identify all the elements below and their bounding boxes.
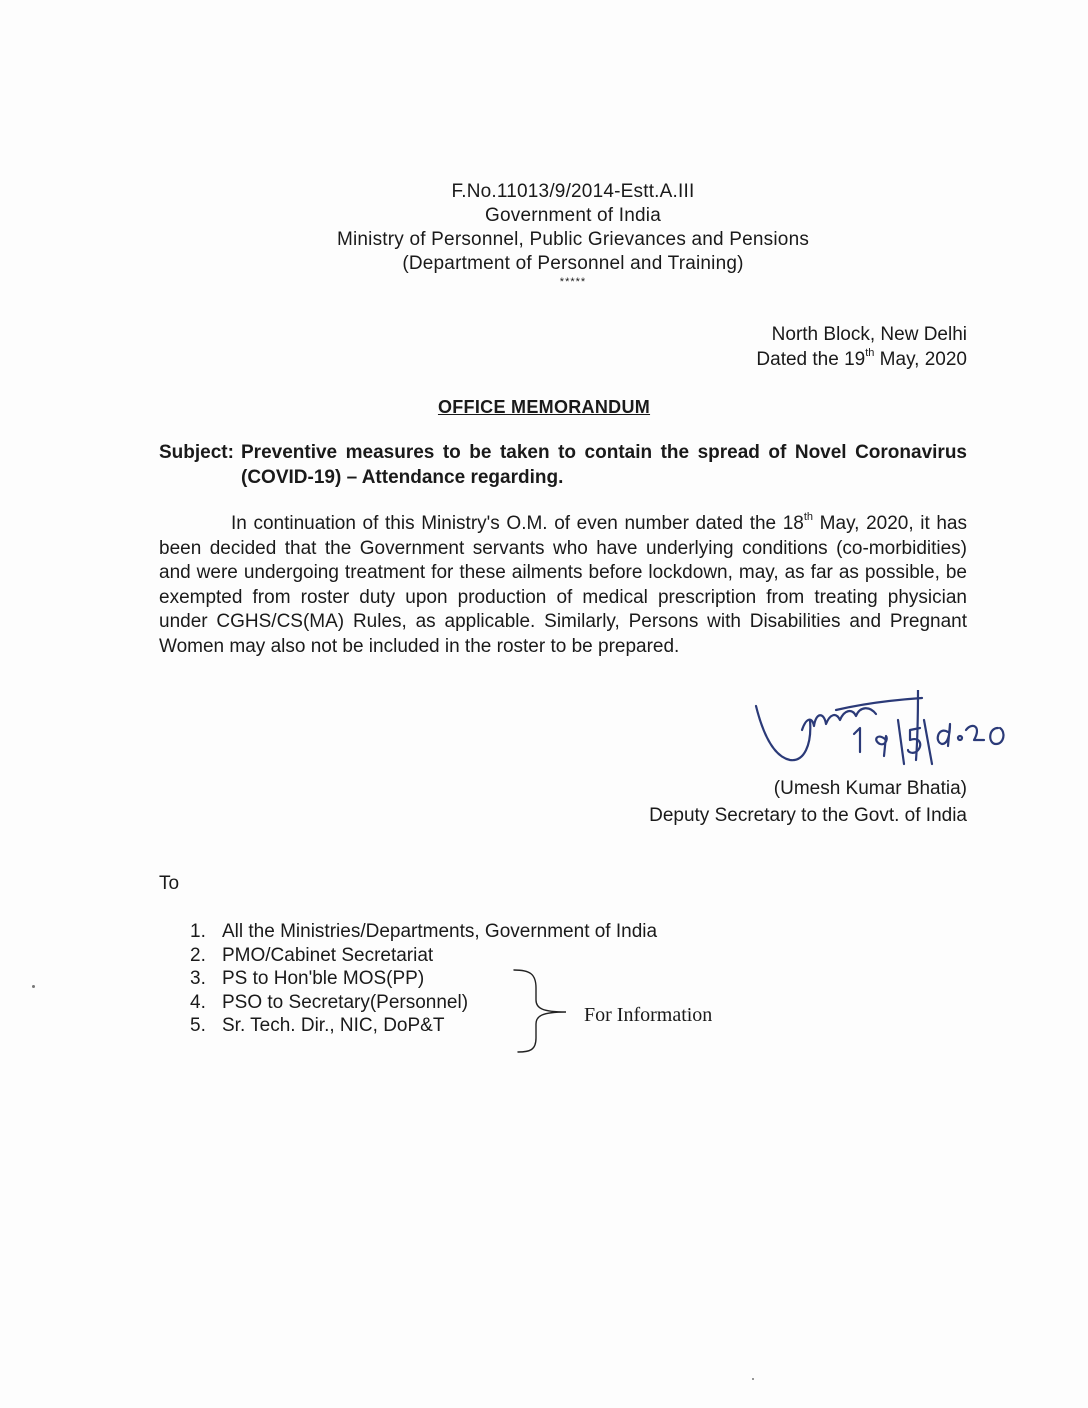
ministry-line: Ministry of Personnel, Public Grievances and Pensions xyxy=(336,229,810,250)
date-digit-0 xyxy=(990,728,1003,744)
letterhead xyxy=(300,180,846,288)
handwritten-signature xyxy=(752,690,1032,775)
date-digit-2a xyxy=(938,724,950,746)
date-digit-9 xyxy=(876,736,887,756)
date-suffix-sup: th xyxy=(865,346,875,359)
list-item-text: All the Ministries/Departments, Government of India xyxy=(222,921,658,942)
subject-label: Subject: xyxy=(159,442,234,463)
signature-stroke-2 xyxy=(802,708,876,730)
file-number: F.No.11013/9/2014-Estt.A.III xyxy=(451,181,695,202)
date-line xyxy=(756,347,967,372)
list-item-number: 1. xyxy=(190,921,206,942)
list-item xyxy=(190,944,657,968)
date-dot xyxy=(958,736,962,740)
signature-stroke-1 xyxy=(756,706,810,760)
place-date-block xyxy=(756,322,967,372)
signature-stroke-3 xyxy=(836,698,922,710)
separator-stars: ***** xyxy=(559,276,587,288)
list-item xyxy=(190,920,657,944)
department-line: (Department of Personnel and Training) xyxy=(402,253,744,274)
subject-text: Preventive measures to be taken to contain the spread of Novel Coronavirus (COVID-19) – Attendance regarding. xyxy=(241,442,967,488)
to-label: To xyxy=(159,873,180,894)
body-part-1: In continuation of this Ministry's O.M. of even number dated the 18 xyxy=(231,513,804,534)
signatory-designation: Deputy Secretary to the Govt. of India xyxy=(649,805,967,826)
list-item xyxy=(190,967,657,991)
right-brace-icon xyxy=(510,966,570,1056)
scan-speck xyxy=(752,1378,754,1380)
list-item-text: PMO/Cabinet Secretariat xyxy=(222,944,434,966)
for-information-stamp: For Information xyxy=(584,1004,713,1026)
signatory-name: (Umesh Kumar Bhatia) xyxy=(773,778,967,799)
body-sup: th xyxy=(803,510,814,523)
body-paragraph xyxy=(159,512,967,659)
list-item-number: 2. xyxy=(190,944,206,966)
memo-title: OFFICE MEMORANDUM xyxy=(437,397,651,417)
body-part-2: May, 2020, it has been decided that the Government servants who have underlying conditions (co-morbidities) and were undergoing treatment for these ailments before lockdown, may, as far as possible, be exempted from roster duty upon production of medical prescription from treating physician under CGHS/CS(MA) Rules, as applicable. Similarly, Persons with Disabilities and Pregnant Women may also not be included in the roster to be prepared. xyxy=(159,513,967,657)
signatory-block xyxy=(649,775,967,829)
date-slash-1 xyxy=(898,720,904,764)
list-item-number: 3. xyxy=(190,968,206,989)
government-line: Government of India xyxy=(485,205,661,226)
list-item-text: PSO to Secretary(Personnel) xyxy=(222,991,469,1013)
list-item-text: PS to Hon'ble MOS(PP) xyxy=(222,968,425,989)
date-digit-1 xyxy=(854,728,860,752)
place-line: North Block, New Delhi xyxy=(771,324,967,345)
date-digit-2b xyxy=(966,726,984,740)
date-slash-2 xyxy=(924,720,932,764)
date-prefix: Dated the 19 xyxy=(756,349,866,370)
list-item-number: 5. xyxy=(190,1015,206,1036)
date-month-year: May, 2020 xyxy=(874,349,967,370)
list-item-text: Sr. Tech. Dir., NIC, DoP&T xyxy=(222,1015,445,1036)
subject-line xyxy=(159,440,967,490)
scan-speck xyxy=(32,985,35,988)
list-item-number: 4. xyxy=(190,991,206,1013)
